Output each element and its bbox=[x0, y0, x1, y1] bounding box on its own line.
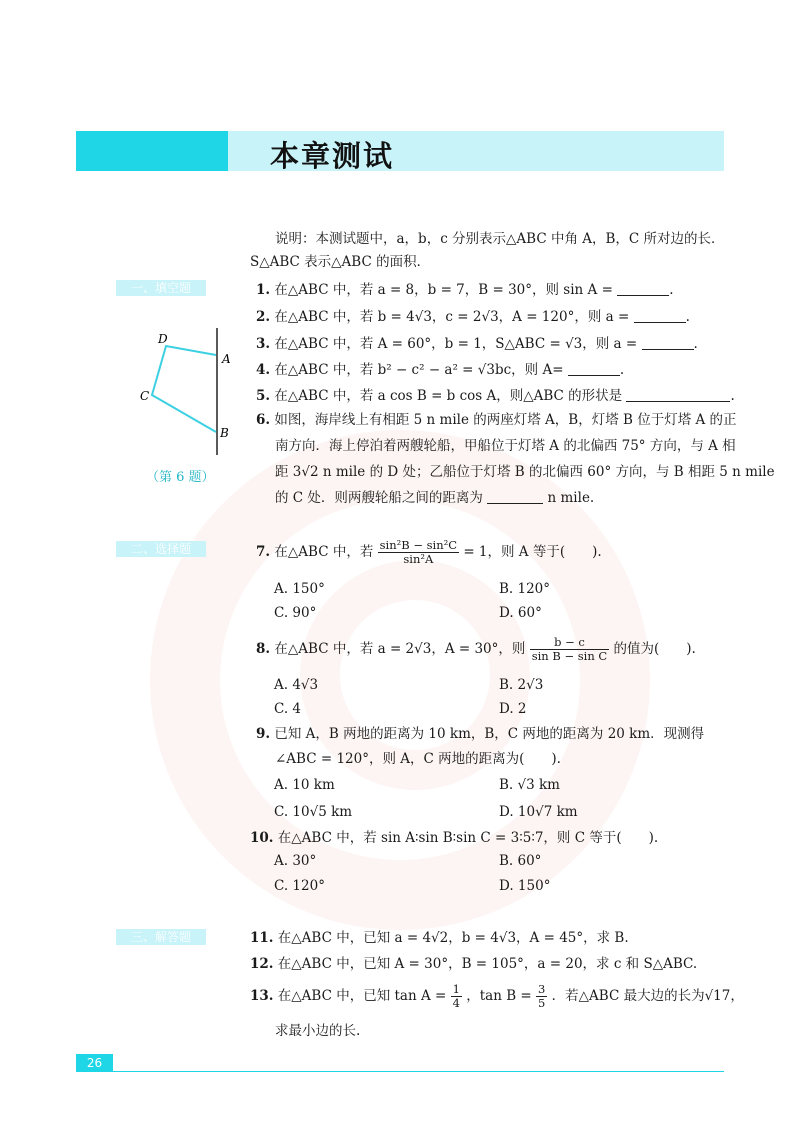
option-b[interactable]: B. √3 km bbox=[499, 777, 560, 793]
question-text: 在△ABC 中，已知 a = 4√2，b = 4√3，A = 45°，求 B. bbox=[277, 930, 629, 946]
intro-line-2: S△ABC 表示△ABC 的面积． bbox=[250, 254, 431, 270]
answer-blank[interactable] bbox=[568, 361, 620, 376]
question-text: 在△ABC 中，若 sin A∶sin B∶sin C = 3∶5∶7，则 C 等于( ). bbox=[277, 830, 659, 846]
option-c[interactable]: C. 10√5 km bbox=[274, 804, 353, 820]
question-number: 2. bbox=[256, 309, 271, 325]
question-text: 在△ABC 中，若 b = 4√3，c = 2√3，A = 120°，则 a = bbox=[274, 309, 630, 325]
question-number: 8. bbox=[256, 641, 271, 657]
question-3: 3. 在△ABC 中，若 A = 60°，b = 1，S△ABC = √3，则 a = . bbox=[256, 336, 698, 352]
page-number: 26 bbox=[76, 1054, 113, 1072]
figure-q6 bbox=[130, 325, 240, 460]
fraction-numerator: b − c bbox=[530, 636, 609, 650]
question-text: 在△ABC 中，若 a = 2√3，A = 30°，则 bbox=[274, 641, 526, 657]
question-text: 的 C 处．则两艘轮船之间的距离为 bbox=[275, 490, 483, 506]
question-text: 在△ABC 中，已知 A = 30°，B = 105°，a = 20，求 c 和 S△ABC. bbox=[277, 956, 698, 972]
question-number: 7. bbox=[256, 544, 271, 560]
question-number: 10. bbox=[250, 830, 274, 846]
question-13 bbox=[250, 981, 744, 1011]
option-d[interactable]: D. 10√7 km bbox=[499, 804, 578, 820]
option-a[interactable]: A. 150° bbox=[274, 581, 325, 597]
question-number: 4. bbox=[256, 362, 271, 378]
option-d[interactable]: D. 60° bbox=[499, 605, 542, 621]
intro-line-1: 说明：本测试题中，a，b，c 分别表示△ABC 中角 A，B，C 所对边的长． bbox=[275, 231, 725, 247]
figure-label-b: B bbox=[220, 426, 229, 440]
option-d[interactable]: D. 150° bbox=[499, 878, 551, 894]
question-text-line-1: 已知 A，B 两地的距离为 10 km，B，C 两地的距离为 20 km．现测得 bbox=[274, 726, 705, 742]
fraction-denominator: sin B − sin C bbox=[531, 649, 608, 663]
figure-caption: （第 6 题） bbox=[146, 470, 215, 485]
question-7 bbox=[256, 537, 602, 567]
question-6-line-3: 距 3√2 n mile 的 D 处；乙船位于灯塔 B 的北偏西 60° 方向，与 B 相距 5 n mile bbox=[275, 464, 775, 480]
question-6 bbox=[256, 411, 737, 429]
question-text: 在△ABC 中，若 a cos B = b cos A，则△ABC 的形状是 bbox=[274, 388, 623, 404]
question-9 bbox=[256, 725, 704, 743]
section-tag-solve: 三、解答题 bbox=[116, 929, 206, 945]
question-13-line-2: 求最小边的长. bbox=[275, 1023, 361, 1039]
option-a[interactable]: A. 10 km bbox=[274, 777, 335, 793]
fraction bbox=[530, 636, 609, 663]
option-b[interactable]: B. 2√3 bbox=[499, 677, 544, 693]
question-number: 6. bbox=[256, 412, 271, 428]
question-5: 5. 在△ABC 中，若 a cos B = b cos A，则△ABC 的形状是 . bbox=[256, 388, 735, 404]
option-b[interactable]: B. 120° bbox=[499, 581, 551, 597]
question-number: 5. bbox=[256, 388, 271, 404]
question-number: 3. bbox=[256, 336, 271, 352]
question-number: 11. bbox=[250, 930, 274, 946]
figure-label-d: D bbox=[158, 332, 168, 346]
question-text: 的值为( ). bbox=[613, 641, 696, 657]
question-11 bbox=[250, 929, 629, 947]
option-c[interactable]: C. 90° bbox=[274, 605, 317, 621]
answer-blank[interactable] bbox=[642, 335, 694, 350]
answer-blank[interactable] bbox=[617, 281, 669, 296]
fraction bbox=[536, 983, 547, 1010]
question-text: 在△ABC 中，若 A = 60°，b = 1，S△ABC = √3，则 a = bbox=[274, 336, 638, 352]
fraction-numerator: 3 bbox=[538, 982, 546, 996]
question-text: = 1，则 A 等于( ). bbox=[463, 544, 602, 560]
question-4: 4. 在△ABC 中，若 b² − c² − a² = √3bc，则 A= . bbox=[256, 362, 625, 378]
question-number: 13. bbox=[250, 988, 274, 1004]
fraction-denominator: sin²A bbox=[403, 552, 434, 566]
option-d[interactable]: D. 2 bbox=[499, 701, 527, 717]
figure-polygon bbox=[152, 346, 216, 432]
question-text: 在△ABC 中，若 b² − c² − a² = √3bc，则 A= bbox=[274, 362, 564, 378]
answer-blank[interactable] bbox=[634, 308, 686, 323]
fraction bbox=[451, 983, 462, 1010]
footer-rule bbox=[113, 1071, 724, 1072]
figure-label-a: A bbox=[222, 352, 231, 366]
question-10 bbox=[250, 829, 658, 847]
option-c[interactable]: C. 4 bbox=[274, 701, 302, 717]
section-tag-choice: 二、选择题 bbox=[116, 541, 206, 557]
answer-blank[interactable] bbox=[487, 489, 543, 504]
question-6-line-4 bbox=[275, 489, 594, 507]
fraction-numerator: sin²B − sin²C bbox=[379, 538, 458, 552]
option-a[interactable]: A. 30° bbox=[274, 853, 317, 869]
question-text: 在△ABC 中，若 a = 8，b = 7，B = 30°，则 sin A = bbox=[274, 282, 613, 298]
question-text: ，tan B = bbox=[466, 988, 532, 1004]
option-c[interactable]: C. 120° bbox=[274, 878, 325, 894]
question-text-line-1: 如图，海岸线上有相距 5 n mile 的两座灯塔 A，B，灯塔 B 位于灯塔 A 的正 bbox=[274, 412, 737, 428]
section-tag-fill: 一、填空题 bbox=[116, 280, 206, 296]
question-number: 12. bbox=[250, 956, 274, 972]
question-text: ．若△ABC 最大边的长为√17， bbox=[551, 988, 744, 1004]
fraction-denominator: 5 bbox=[538, 996, 546, 1010]
question-12 bbox=[250, 955, 697, 973]
question-unit: n mile. bbox=[547, 490, 595, 506]
question-8 bbox=[256, 634, 696, 664]
option-a[interactable]: A. 4√3 bbox=[274, 677, 319, 693]
fraction-numerator: 1 bbox=[452, 982, 460, 996]
fraction bbox=[378, 539, 459, 566]
question-1: 1. 在△ABC 中，若 a = 8，b = 7，B = 30°，则 sin A = . bbox=[256, 282, 674, 298]
chapter-title-accent bbox=[76, 131, 228, 171]
question-number: 9. bbox=[256, 726, 271, 742]
answer-blank[interactable] bbox=[626, 387, 730, 402]
figure-label-c: C bbox=[140, 389, 150, 403]
question-text: 在△ABC 中，若 bbox=[274, 544, 374, 560]
question-2: 2. 在△ABC 中，若 b = 4√3，c = 2√3，A = 120°，则 a = . bbox=[256, 309, 690, 325]
question-text: 在△ABC 中，已知 tan A = bbox=[277, 988, 447, 1004]
question-9-line-2: ∠ABC = 120°，则 A，C 两地的距离为( ). bbox=[275, 751, 561, 767]
option-b[interactable]: B. 60° bbox=[499, 853, 542, 869]
question-6-line-2: 南方向．海上停泊着两艘轮船，甲船位于灯塔 A 的北偏西 75° 方向，与 A 相 bbox=[275, 438, 736, 454]
chapter-title: 本章测试 bbox=[270, 139, 395, 173]
question-number: 1. bbox=[256, 282, 271, 298]
fraction-denominator: 4 bbox=[452, 996, 460, 1010]
